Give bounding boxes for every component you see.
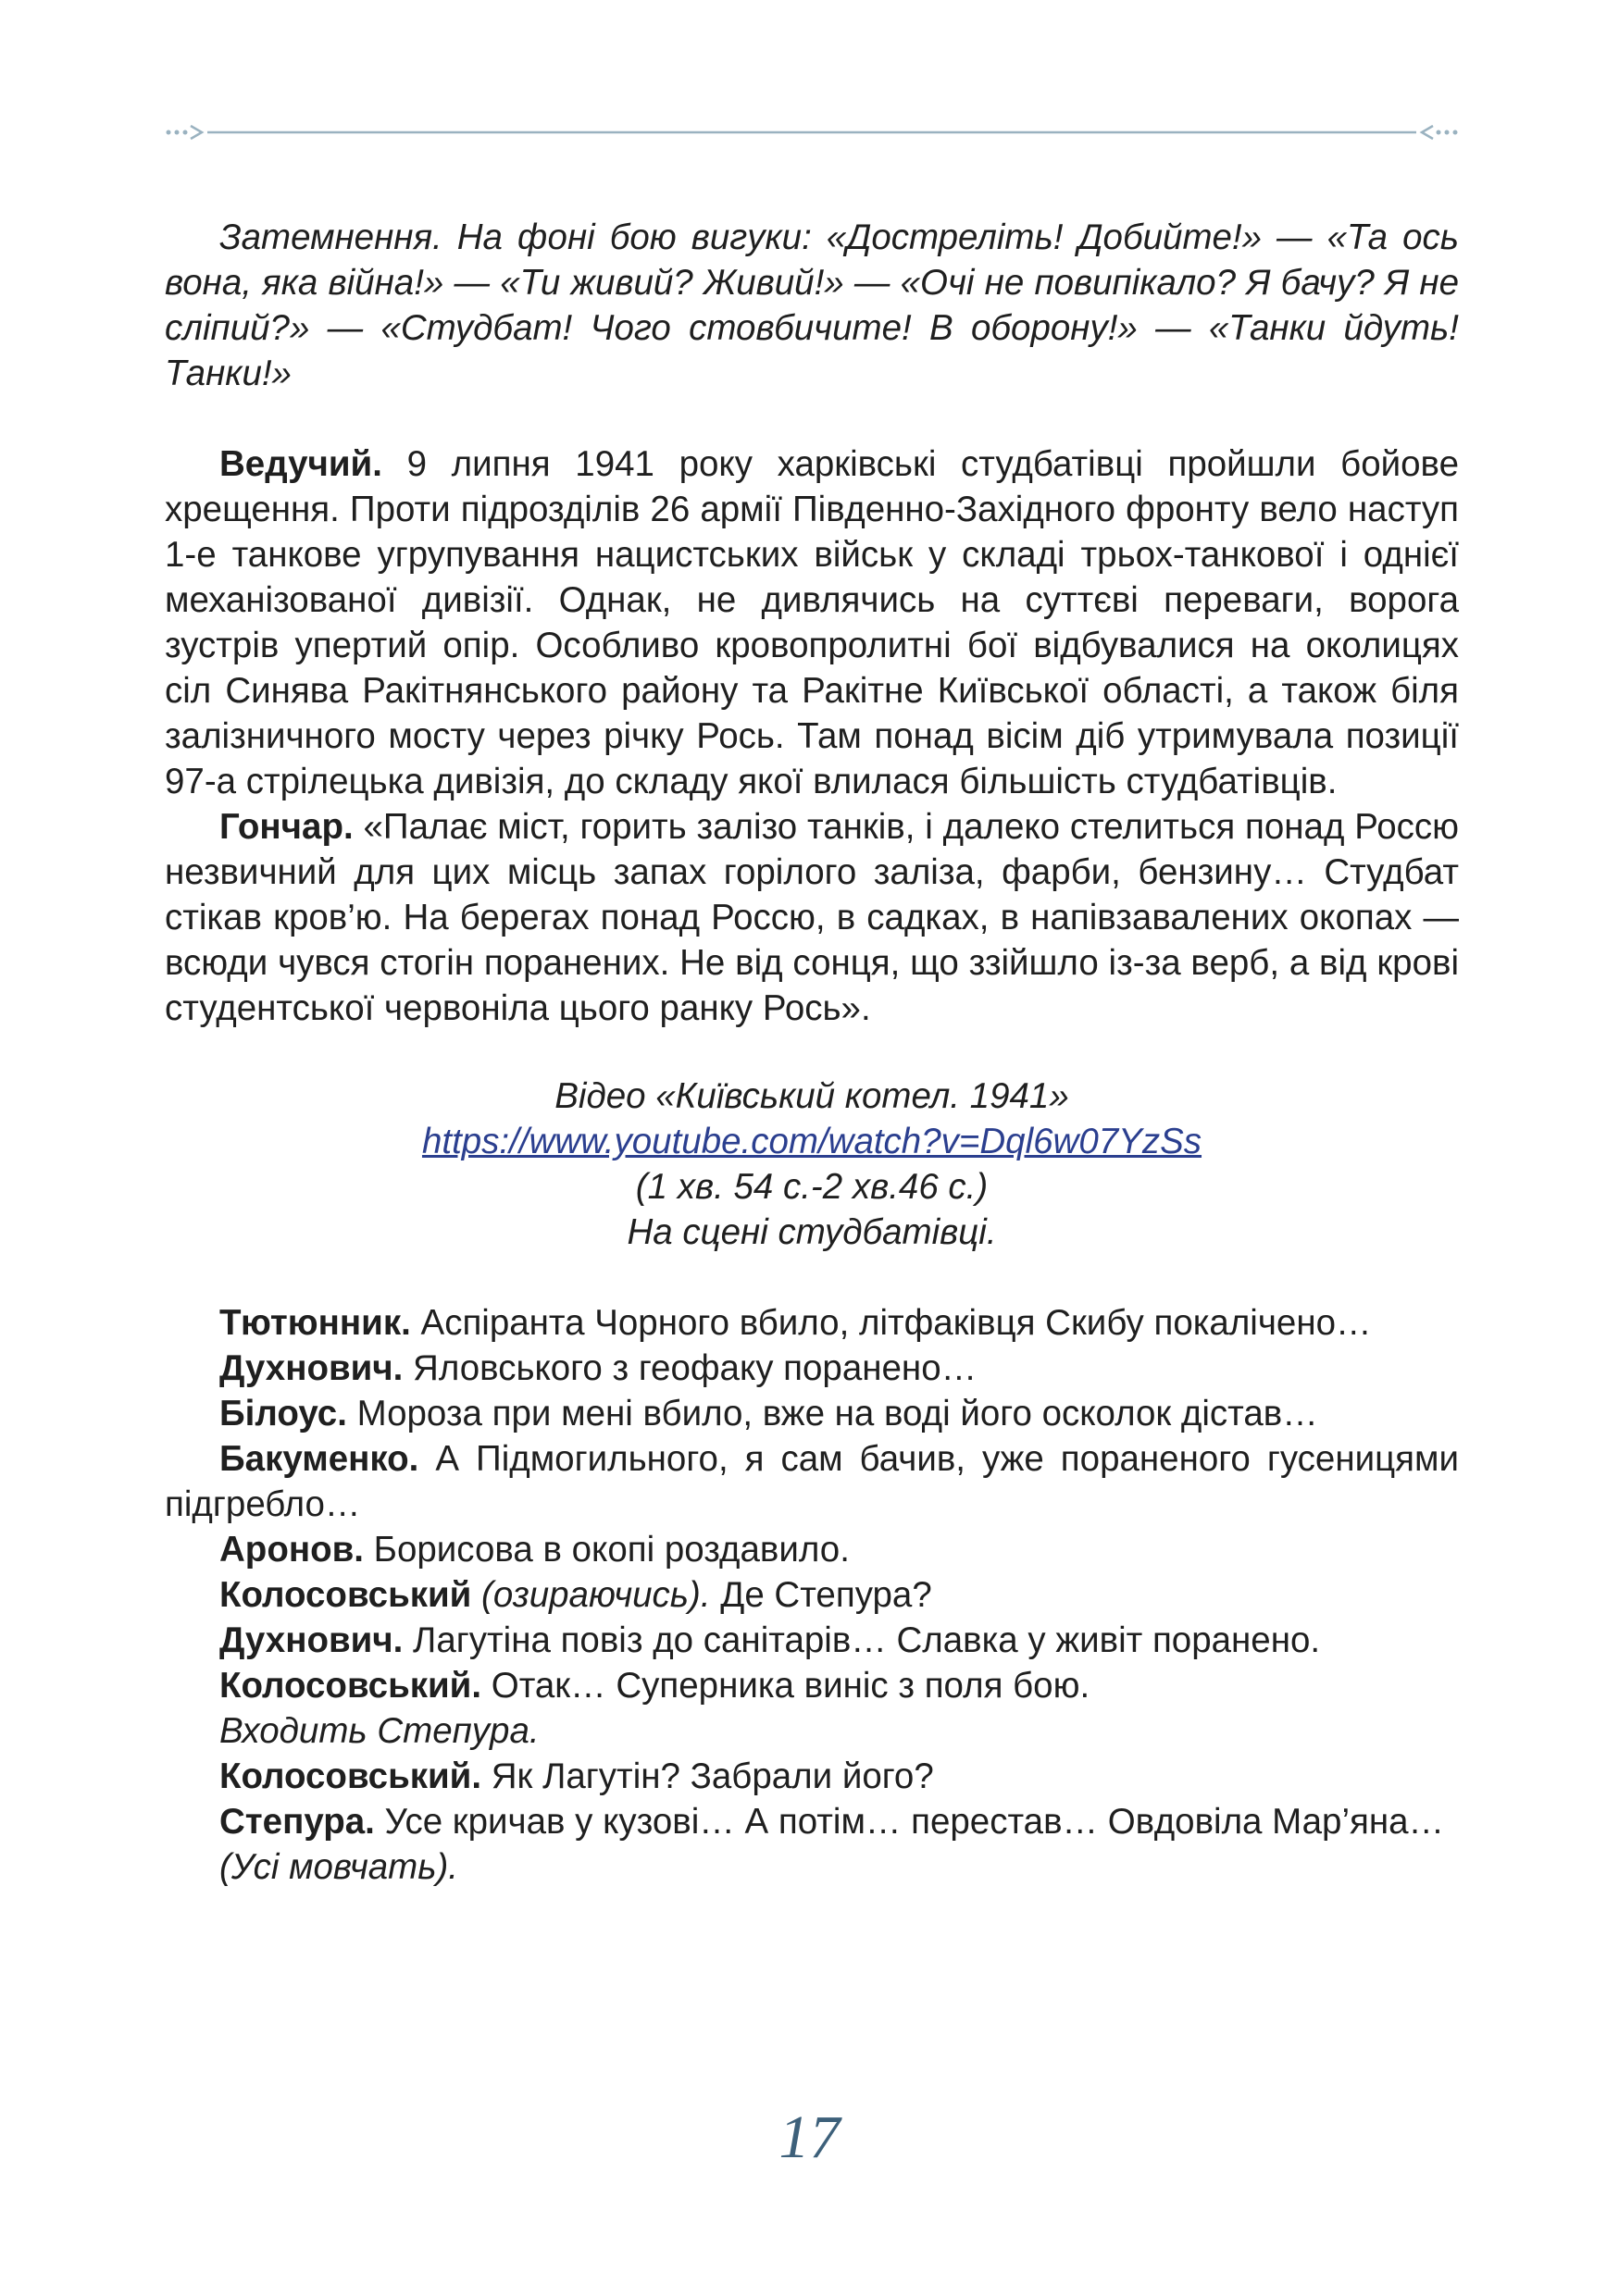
stage-direction: (Усі мовчать). <box>219 1847 458 1887</box>
video-title: Відео «Київський котел. 1941» <box>554 1076 1069 1116</box>
dialogue-line <box>165 441 1459 804</box>
line-text: Мороза при мені вбило, вже на воді його осколок дістав… <box>346 1394 1318 1433</box>
speaker-name: Аронов. <box>219 1530 364 1570</box>
line-text: Де Степура? <box>710 1575 932 1615</box>
dialogue-line <box>165 1618 1459 1663</box>
dialogue-line <box>165 1300 1459 1346</box>
stage-direction: Входить Степура. <box>219 1711 540 1751</box>
line-text: «Палає міст, горить залізо танків, і далеко стелиться понад Россю незвичний для цих місць запах горілого заліза, фарби, бензину… Студбат стікав кров’ю. На берегах понад Россю, в садках, в напівзавалених окопах — всюди чувся стогін поранених. Не від сонця, що ззійшло із-за верб, а від крові студентської червоніла цього ранку Рось». <box>165 807 1459 1028</box>
page-content <box>165 215 1459 1890</box>
dialogue-line <box>165 804 1459 1031</box>
stage-direction: Затемнення. На фоні бою вигуки: «Достреліть! Добийте!» — «Та ось вона, яка війна!» — «Ти живий? Живий!» — «Очі не повипікало? Я бачу? Я не сліпий?» — «Студбат! Чого стовбичите! В оборону!» — «Танки йдуть! Танки!» <box>165 217 1459 393</box>
dialogue-line <box>165 1391 1459 1436</box>
line-text: Як Лагутін? Забрали його? <box>481 1756 934 1796</box>
line-text: Отак… Суперника виніс з поля бою. <box>481 1666 1090 1706</box>
dialogue-line <box>165 1527 1459 1572</box>
speaker-name: Гончар. <box>219 807 354 847</box>
line-text: Аспіранта Чорного вбило, літфаківця Скибу покалічено… <box>410 1303 1372 1343</box>
header-ornament <box>165 122 1459 143</box>
dialogue-line <box>165 1572 1459 1618</box>
speaker-name: Бакуменко. <box>219 1439 419 1479</box>
video-timing: (1 хв. 54 с.-2 хв.46 с.) <box>635 1167 989 1207</box>
line-text: Усе кричав у кузові… А потім… перестав… Овдовіла Мар’яна… <box>374 1802 1445 1842</box>
speaker-name: Ведучий. <box>219 444 382 484</box>
speaker-name: Духнович. <box>219 1620 404 1660</box>
dialogue-line <box>165 1663 1459 1708</box>
speaker-name: Колосовський <box>219 1575 472 1615</box>
video-link[interactable]: https://www.youtube.com/watch?v=Dql6w07YzSs <box>421 1122 1202 1161</box>
dialogue-line <box>165 1754 1459 1799</box>
page-number: 17 <box>778 2104 841 2171</box>
dialogue-line <box>165 1436 1459 1527</box>
line-text: Лагутіна повіз до санітарів… Славка у живіт поранено. <box>403 1620 1321 1660</box>
speaker-name: Духнович. <box>219 1348 404 1388</box>
line-text: А Підмогильного, я сам бачив, уже пораненого гусеницями підгребло… <box>165 1439 1459 1524</box>
line-text: Борисова в окопі роздавило. <box>363 1530 850 1570</box>
video-note: На сцені студбатівці. <box>627 1212 997 1252</box>
speaker-name: Тютюнник. <box>219 1303 411 1343</box>
dialogue-line <box>165 1799 1459 1844</box>
dialogue-line <box>165 1346 1459 1391</box>
speaker-name: Колосовський. <box>219 1756 482 1796</box>
line-text: Яловського з геофаку поранено… <box>403 1348 978 1388</box>
video-reference <box>165 1074 1459 1255</box>
line-text: 9 липня 1941 року харківські студбатівці пройшли бойове хрещення. Проти підрозділів 26 армії Південно-Західного фронту вело наступ 1-е танкове угрупування нацистських військ у складі трьох-танкової і однієї механізованої дивізії. Однак, не дивлячись на суттєві переваги, ворога зустрів упертий опір. Особливо кровопролитні бої відбувалися на околицях сіл Синява Ракітнянського району та Ракітне Київської області, а також біля залізничного мосту через річку Рось. Там понад вісім діб утримувала позиції 97-а стрілецька дивізія, до складу якої влилася більшість студбатівців. <box>165 444 1459 801</box>
speaker-name: Білоус. <box>219 1394 347 1433</box>
speaker-name: Колосовський. <box>219 1666 482 1706</box>
stage-remark: (озираючись). <box>471 1575 711 1615</box>
speaker-name: Степура. <box>219 1802 375 1842</box>
